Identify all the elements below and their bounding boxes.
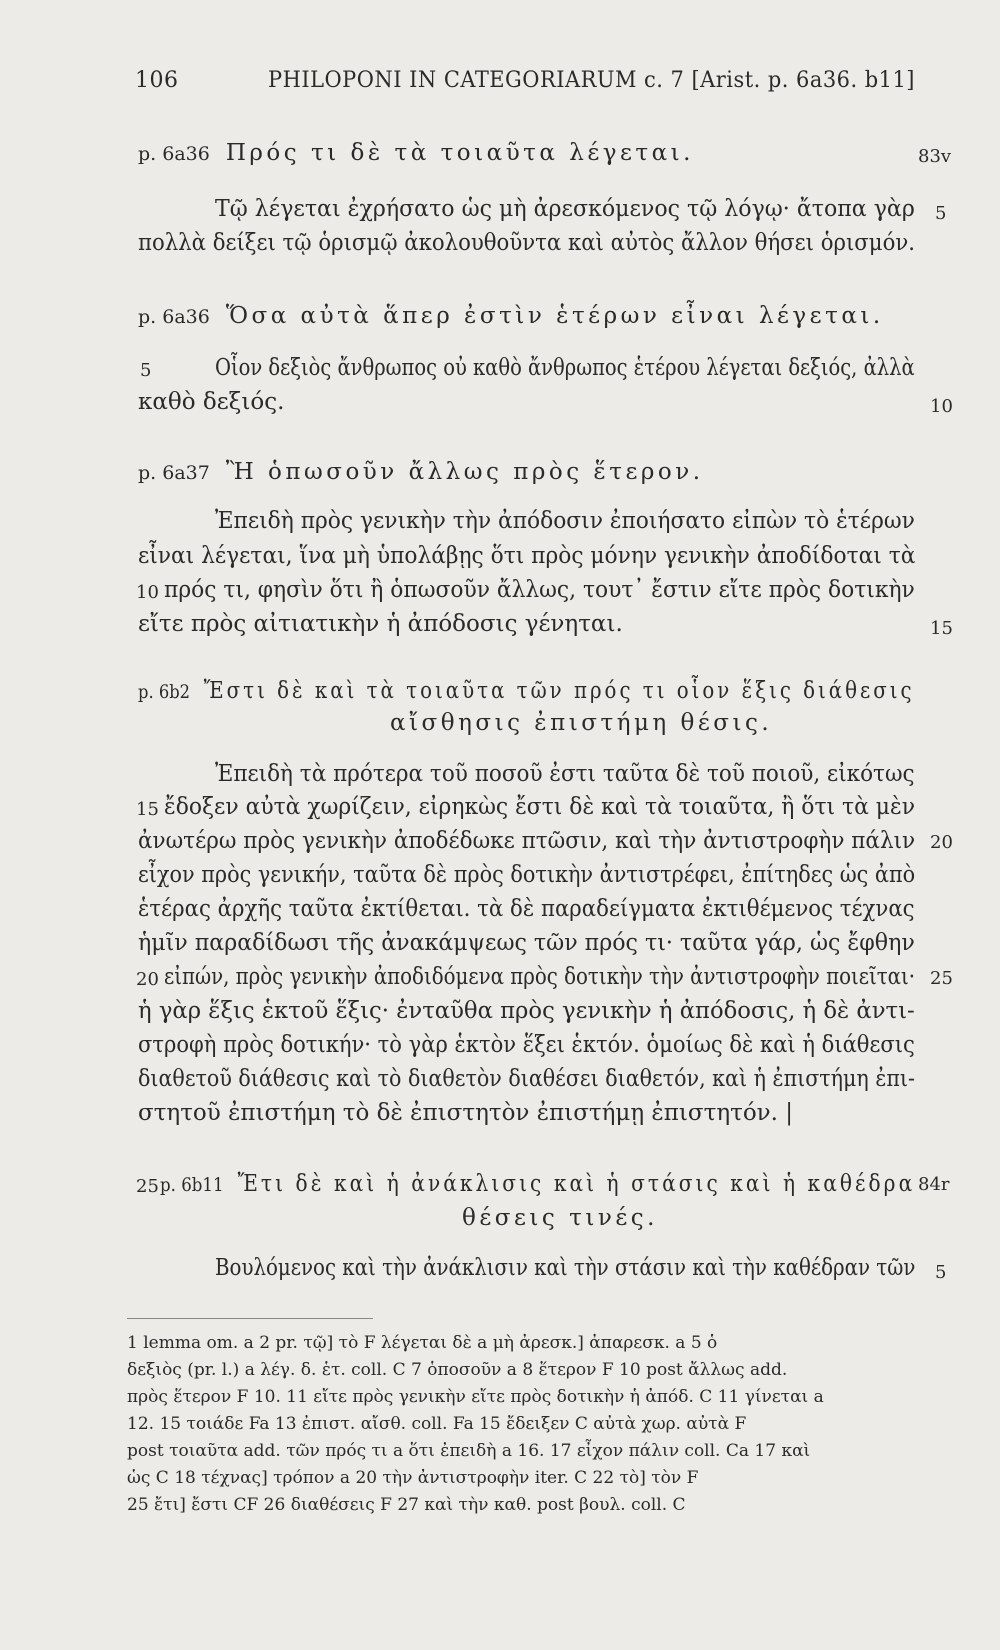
apparatus-line: δεξιὸς (pr. l.) a λέγ. δ. ἑτ. coll. C 7 ὁποσοῦν a 8 ἕτερον F 10 post ἄλλως add.	[127, 1360, 788, 1380]
aristotle-reference: p. 6a36	[138, 143, 210, 165]
text-line: ἑτέρας ἀρχῆς ταῦτα ἐκτίθεται. τὰ δὲ παραδείγματα ἐκτιθέμενος τέχνας	[138, 896, 915, 922]
line-number: 15	[930, 618, 953, 639]
lemma-text: Ἢ ὁπωσοῦν ἄλλως πρὸς ἕτερον.	[225, 459, 704, 485]
line-number: 20	[930, 832, 953, 853]
line-number: 5	[140, 360, 152, 381]
text-line: Ἐπειδὴ πρὸς γενικὴν τὴν ἀπόδοσιν ἐποιήσατο εἰπὼν τὸ ἑτέρων	[215, 508, 915, 534]
page-number: 106	[135, 68, 179, 93]
lemma-text: αἴσθησις ἐπιστήμη θέσις.	[390, 710, 773, 736]
lemma-text: θέσεις τινές.	[462, 1205, 658, 1231]
footnote-rule	[127, 1318, 373, 1319]
text-line: Οἷον δεξιὸς ἄνθρωπος οὐ καθὸ ἄνθρωπος ἑτέρου λέγεται δεξιός, ἀλλὰ	[215, 355, 915, 381]
apparatus-line: 12. 15 τοιάδε Fa 13 ἐπιστ. αἴσθ. coll. Fa 15 ἔδειξεν C αὐτὰ χωρ. αὐτὰ F	[127, 1414, 747, 1434]
text-line: ἡ γὰρ ἕξις ἑκτοῦ ἕξις· ἐνταῦθα πρὸς γενικὴν ἡ ἀπόδοσις, ἡ δὲ ἀντι-	[138, 998, 915, 1024]
lemma-line	[160, 1173, 915, 1196]
lemma-line	[138, 305, 884, 328]
text-line: Τῷ λέγεται ἐχρήσατο ὡς μὴ ἀρεσκόμενος τῷ λόγῳ· ἄτοπα γὰρ	[215, 196, 915, 222]
text-line: εἶναι λέγεται, ἵνα μὴ ὑπολάβῃς ὅτι πρὸς μόνην γενικὴν ἀποδίδοται τὰ	[138, 543, 916, 569]
text-line: εἰπών, πρὸς γενικὴν ἀποδιδόμενα πρὸς δοτικὴν τὴν ἀντιστροφὴν ποιεῖται·	[164, 964, 916, 990]
aristotle-reference: p. 6a36	[138, 306, 210, 328]
text-line: στροφὴ πρὸς δοτικήν· τὸ γὰρ ἑκτὸν ἕξει ἑκτόν. ὁμοίως δὲ καὶ ἡ διάθεσις	[138, 1032, 915, 1058]
line-number: 10	[930, 396, 953, 417]
line-number: 25	[136, 1176, 159, 1197]
lemma-text: Πρός τι δὲ τὰ τοιαῦτα λέγεται.	[225, 140, 694, 166]
line-number: 5	[935, 1262, 947, 1283]
aristotle-reference: p. 6a37	[138, 462, 210, 484]
aristotle-reference: p. 6b11	[160, 1174, 224, 1196]
lemma-text: Ἔτι δὲ καὶ ἡ ἀνάκλισις καὶ ἡ στάσις καὶ ἡ καθέδρα	[237, 1171, 916, 1197]
lemma-line	[138, 461, 704, 484]
running-title: PHILOPONI IN CATEGORIARUM c. 7 [Arist. p. 6a36. b11]	[268, 68, 915, 93]
lemma-text: Ὅσα αὐτὰ ἅπερ ἐστὶν ἑτέρων εἶναι λέγεται.	[225, 303, 884, 329]
text-line: ἡμῖν παραδίδωσι τῆς ἀνακάμψεως τῶν πρός τι· ταῦτα γάρ, ὡς ἔφθην	[138, 930, 915, 956]
text-line: εἶχον πρὸς γενικήν, ταῦτα δὲ πρὸς δοτικὴν ἀντιστρέφει, ἐπίτηδες ὡς ἀπὸ	[138, 862, 916, 888]
text-line: πολλὰ δείξει τῷ ὁρισμῷ ἀκολουθοῦντα καὶ αὐτὸς ἄλλον θήσει ὁρισμόν.	[138, 230, 916, 256]
apparatus-line: ὡς C 18 τέχνας] τρόπον a 20 τὴν ἀντιστροφὴν iter. C 22 τὸ] τὸν F	[127, 1468, 699, 1488]
apparatus-line: 1 lemma om. a 2 pr. τῷ] τὸ F λέγεται δὲ a μὴ ἀρεσκ.] ἀπαρεσκ. a 5 ὁ	[127, 1333, 718, 1353]
text-line: ἀνωτέρω πρὸς γενικὴν ἀποδέδωκε πτῶσιν, καὶ τὴν ἀντιστροφὴν πάλιν	[138, 828, 916, 854]
apparatus-line: post τοιαῦτα add. τῶν πρός τι a ὅτι ἐπειδὴ a 16. 17 εἶχον πάλιν coll. Ca 17 καὶ	[127, 1441, 811, 1461]
apparatus-line: 25 ἔτι] ἔστι CF 26 διαθέσεις F 27 καὶ τὴν καθ. post βουλ. coll. C	[127, 1495, 686, 1515]
apparatus-line: πρὸς ἕτερον F 10. 11 εἴτε πρὸς γενικὴν εἴτε πρὸς δοτικὴν ἡ ἀπόδ. C 11 γίνεται a	[127, 1387, 824, 1407]
text-line: Ἐπειδὴ τὰ πρότερα τοῦ ποσοῦ ἐστι ταῦτα δὲ τοῦ ποιοῦ, εἰκότως	[215, 761, 915, 787]
line-number: 10	[136, 582, 159, 603]
folio-marker: 84r	[918, 1174, 950, 1195]
line-number: 25	[930, 968, 953, 989]
lemma-line	[138, 680, 915, 703]
folio-marker: 83v	[918, 146, 952, 167]
lemma-line	[138, 142, 694, 165]
line-number: 5	[935, 203, 947, 224]
text-line: πρός τι, φησὶν ὅτι ἢ ὁπωσοῦν ἄλλως, τουτ᾽ ἔστιν εἴτε πρὸς δοτικὴν	[164, 577, 915, 603]
lemma-text: Ἔστι δὲ καὶ τὰ τοιαῦτα τῶν πρός τι οἷον ἕξις διάθεσις	[203, 678, 915, 704]
text-line: στητοῦ ἐπιστήμη τὸ δὲ ἐπιστητὸν ἐπιστήμῃ ἐπιστητόν. |	[138, 1100, 794, 1126]
text-line: διαθετοῦ διάθεσις καὶ τὸ διαθετὸν διαθέσει διαθετόν, καὶ ἡ ἐπιστήμη ἐπι-	[138, 1066, 915, 1092]
line-number: 15	[136, 799, 159, 820]
text-line: ἔδοξεν αὐτὰ χωρίζειν, εἰρηκὼς ἔστι δὲ καὶ τὰ τοιαῦτα, ἢ ὅτι τὰ μὲν	[164, 794, 915, 820]
text-line: εἴτε πρὸς αἰτιατικὴν ἡ ἀπόδοσις γένηται.	[138, 611, 623, 637]
line-number: 20	[136, 969, 159, 990]
text-line: καθὸ δεξιός.	[138, 389, 285, 415]
aristotle-reference: p. 6b2	[138, 681, 191, 703]
text-line: Βουλόμενος καὶ τὴν ἀνάκλισιν καὶ τὴν στάσιν καὶ τὴν καθέδραν τῶν	[215, 1255, 916, 1281]
